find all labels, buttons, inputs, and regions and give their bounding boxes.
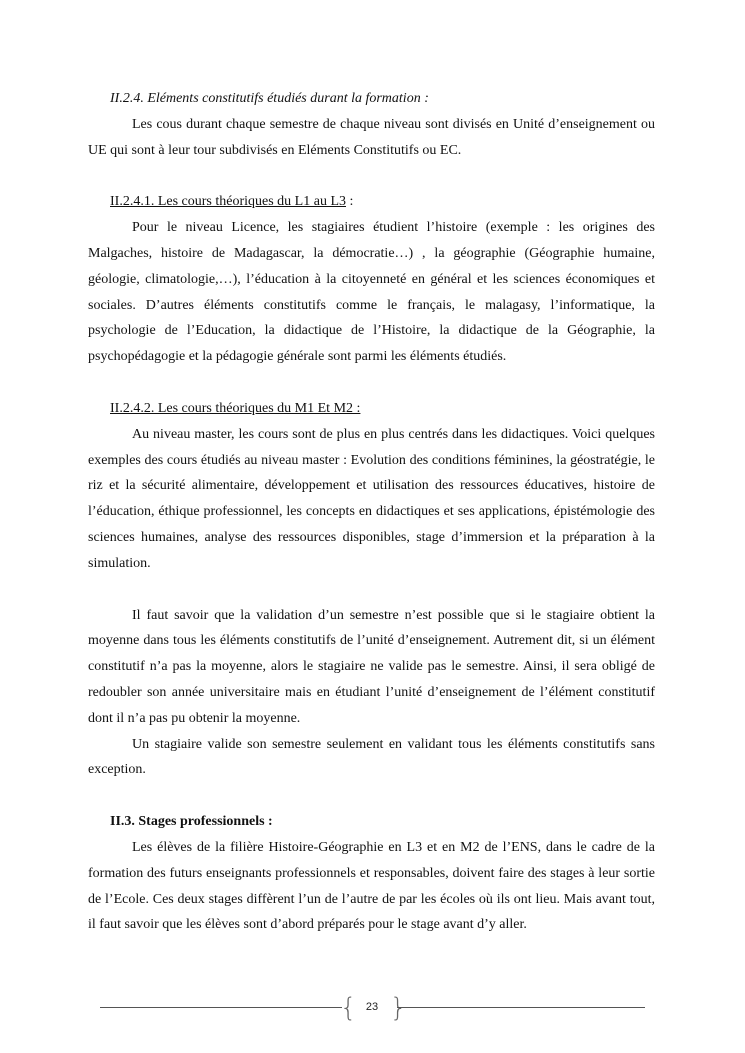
footer-rule-left bbox=[100, 1007, 342, 1008]
paragraph-validation-rule: Il faut savoir que la validation d’un semestre n’est possible que si le stagiaire obtient la moyenne dans tous les éléments constitutifs de l’unité d’enseignement. Autrement dit, si un élément constitutif n’a pas la moyenne, alors le stagiaire ne valide pas le semestre. Ainsi, il sera obligé de redoubler son année universitaire mais en étudiant l’unité d’enseignement de l’élément constitutif dont il n’a pas pu obtenir la moyenne. bbox=[88, 607, 655, 726]
section-heading-2-3: II.3. Stages professionnels : bbox=[110, 814, 273, 830]
section-heading-2-2-4-1 bbox=[88, 189, 655, 215]
paragraph-master-courses: Au niveau master, les cours sont de plus en plus centrés dans les didactiques. Voici quelques exemples des cours étudiés au niveau master : Evolution des conditions féminines, la géostratégie, le riz et la sécurité alimentaire, développement et utilisation des ressources éducatives, histoire de l’éducation, éthique professionnel, les concepts en didactiques et ses applications, épistémologie des sciences humaines, analyse des ressources disponibles, stage d’immersion et la préparation à la simulation. bbox=[88, 426, 655, 571]
section-heading-2-2-4: II.2.4. Eléments constitutifs étudiés durant la formation : bbox=[110, 91, 429, 106]
section-heading-2-2-4-1-colon: : bbox=[346, 194, 354, 210]
page-number: 23 bbox=[365, 1001, 379, 1013]
footer-bracket-right: } bbox=[390, 993, 407, 1023]
paragraph-professional-internships: Les élèves de la filière Histoire-Géographie en L3 et en M2 de l’ENS, dans le cadre de la formation des futurs enseignants professionnels et responsables, doivent faire des stages à leur sortie de l’Ecole. Ces deux stages diffèrent l’un de l’autre de par les écoles où ils ont lieu. Mais avant tout, il faut savoir que les élèves sont d’abord préparés pour le stage avant d’y aller. bbox=[88, 839, 655, 933]
section-heading-2-2-4-2-text: II.2.4.2. Les cours théoriques du M1 Et M2 : bbox=[110, 400, 361, 416]
paragraph-ue-description: Les cous durant chaque semestre de chaque niveau sont divisés en Unité d’enseignement ou UE qui sont à leur tour subdivisés en Eléments Constitutifs ou EC. bbox=[88, 116, 655, 158]
footer-rule-right bbox=[397, 1007, 645, 1008]
footer-bracket-left: { bbox=[340, 993, 357, 1023]
document-page bbox=[88, 86, 655, 938]
paragraph-validation-all: Un stagiaire valide son semestre seulement en validant tous les éléments constitutifs sans exception. bbox=[88, 736, 655, 778]
paragraph-licence-courses: Pour le niveau Licence, les stagiaires étudient l’histoire (exemple : les origines des Malgaches, histoire de Madagascar, la démocratie…) , la géographie (Géographie humaine, géologie, climatologie,…), l’éducation à la citoyenneté en général et les sciences économiques et sociales. D’autres éléments constitutifs comme le français, le malagasy, l’informatique, la psychologie de l’Education, la didactique de l’Histoire, la didactique de la Géographie, la psychopédagogie et la pédagogie générale sont parmi les éléments étudiés. bbox=[88, 220, 655, 365]
section-heading-2-2-4-2 bbox=[88, 396, 655, 422]
section-heading-2-2-4-1-text: II.2.4.1. Les cours théoriques du L1 au L3 bbox=[110, 194, 346, 210]
page-footer bbox=[100, 995, 645, 1025]
